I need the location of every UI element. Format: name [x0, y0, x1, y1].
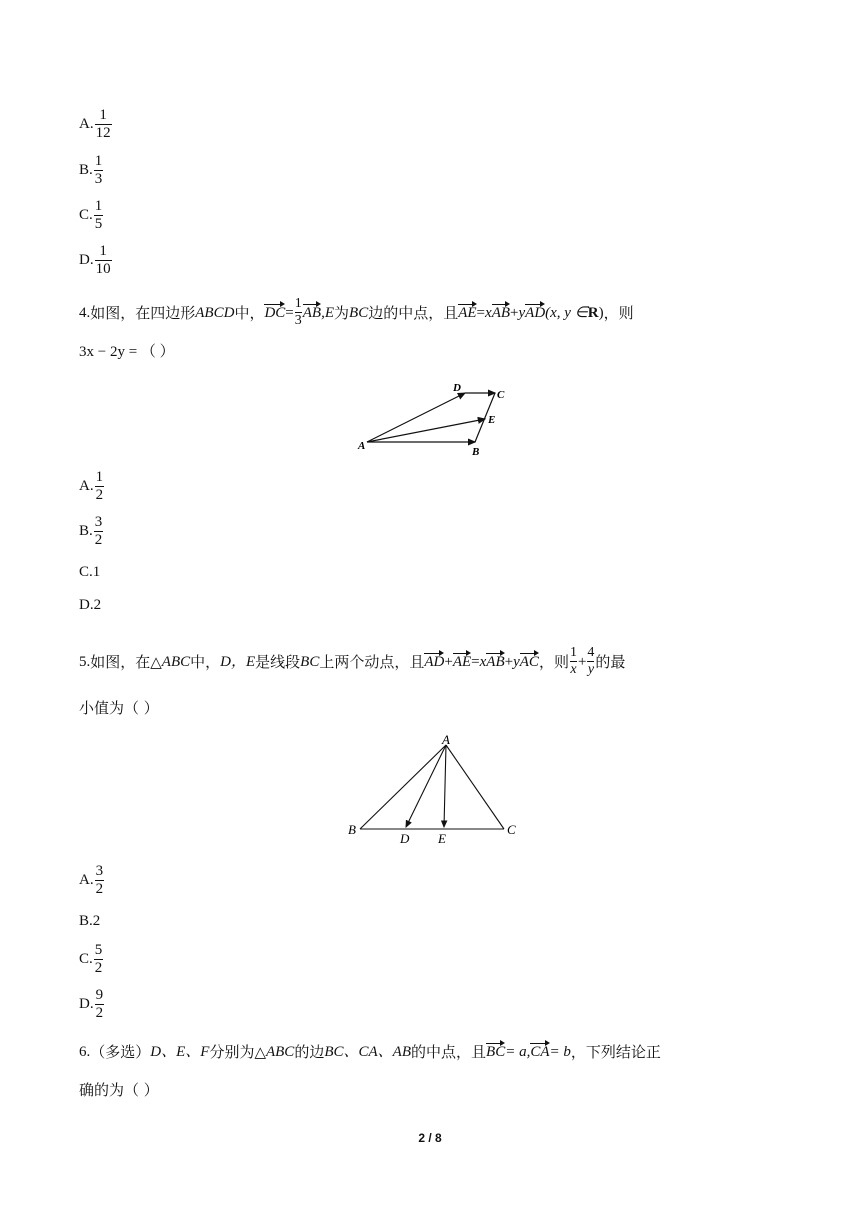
- stem-text: 如图，在四边形: [90, 303, 196, 322]
- page-number: 2 / 8: [418, 1131, 442, 1145]
- q5-option-a: [79, 863, 104, 898]
- fraction-1-over-x: [570, 645, 577, 678]
- vector-ae: AE: [458, 304, 477, 321]
- q3-option-c: [79, 198, 103, 233]
- label-b: B: [348, 822, 356, 837]
- fraction: [95, 863, 105, 898]
- question-number: 6.: [79, 1044, 91, 1060]
- q4-option-c: C.1: [79, 564, 101, 580]
- option-label: A.: [79, 116, 94, 132]
- stem-text: ，则: [538, 652, 569, 671]
- label-b: B: [472, 446, 480, 458]
- fraction: [95, 987, 105, 1022]
- quad-name: ABCD: [195, 304, 235, 321]
- q5-triangle-figure: [340, 728, 530, 850]
- reals-symbol: R: [587, 304, 599, 321]
- option-label: D.: [79, 252, 94, 268]
- numerator: 1: [94, 198, 103, 214]
- fraction: [95, 107, 112, 142]
- numerator: 1: [569, 645, 577, 660]
- var-y: y: [513, 653, 520, 670]
- vector-ac: AC: [519, 653, 539, 670]
- q6-stem-line1: [79, 1042, 661, 1062]
- denominator: 2: [95, 1005, 104, 1021]
- numerator: 4: [587, 645, 595, 660]
- stem-text: 中，: [234, 303, 265, 322]
- numerator: 1: [94, 153, 103, 169]
- vector-ad: AD: [424, 653, 445, 670]
- vector-ab: AB: [302, 304, 322, 321]
- denominator: 2: [95, 487, 104, 503]
- numerator: 3: [95, 863, 104, 879]
- fraction: [94, 198, 104, 233]
- option-label: B.: [79, 523, 93, 539]
- label-a: A: [358, 440, 366, 452]
- question-number: 4.: [79, 304, 91, 321]
- q4-quadrilateral-figure: [355, 378, 515, 458]
- stem-text: 如图，在△: [90, 652, 162, 671]
- option-label: A.: [79, 478, 94, 494]
- option-label: A.: [79, 872, 94, 888]
- stem-text: 分别为△: [209, 1043, 266, 1061]
- label-a: A: [442, 732, 450, 747]
- var-x: x: [479, 653, 487, 670]
- stem-text: 中，: [190, 652, 221, 671]
- q5-stem-line2: 小值为（ ）: [79, 699, 159, 717]
- q5-option-c: [79, 942, 103, 977]
- stem-text: 为: [334, 303, 350, 322]
- segment-bc: BC: [349, 304, 369, 321]
- numerator: 1: [99, 243, 107, 259]
- stem-text: 的最: [595, 652, 626, 671]
- points-de: D，E: [220, 653, 256, 670]
- vector-ab: AB: [486, 653, 505, 670]
- stem-text: 上两个动点，且: [319, 652, 425, 671]
- vector-bc: BC: [486, 1044, 506, 1060]
- q5-option-b: B.2: [79, 913, 101, 929]
- fraction: [94, 942, 104, 977]
- stem-text: ，则: [603, 303, 634, 322]
- label-e: E: [438, 831, 446, 846]
- fraction: [295, 296, 302, 329]
- denominator: 2: [94, 532, 103, 548]
- vector-dc: DC: [264, 304, 286, 321]
- vector-ae: AE: [452, 653, 472, 670]
- segment-bc: BC: [300, 653, 320, 670]
- equals: =: [285, 304, 294, 321]
- label-d: D: [453, 382, 461, 394]
- fraction: [95, 469, 105, 504]
- q4-option-a: [79, 469, 104, 504]
- q5-stem-line1: [79, 645, 625, 678]
- q4-option-b: [79, 514, 103, 549]
- question-number: 5.: [79, 653, 91, 670]
- numerator: 3: [94, 514, 103, 530]
- option-label: C.: [79, 951, 93, 967]
- equals-b: = b: [549, 1044, 571, 1060]
- fraction-4-over-y: [587, 645, 594, 678]
- label-c: C: [507, 822, 516, 837]
- q4-stem-line1: [79, 296, 634, 329]
- q3-option-d: [79, 243, 112, 278]
- q4-stem-line2: 3x − 2y = （ ）: [79, 344, 175, 360]
- stem-text: 的中点，且: [411, 1043, 487, 1061]
- fraction: [95, 243, 112, 278]
- numerator: 9: [95, 987, 104, 1003]
- var-x: x: [485, 304, 492, 321]
- condition: (x, y ∈: [545, 304, 588, 321]
- points-def: D、E、F: [150, 1044, 210, 1060]
- numerator: 1: [294, 296, 302, 311]
- triangle-name: ABC: [265, 1044, 295, 1060]
- label-d: D: [400, 831, 410, 846]
- plus: +: [504, 653, 514, 670]
- condition-end: ): [598, 304, 604, 321]
- option-label: D.: [79, 996, 94, 1012]
- point-e: ,E: [321, 304, 335, 321]
- q3-option-a: [79, 107, 112, 142]
- denominator: 5: [94, 216, 103, 232]
- label-e: E: [488, 414, 496, 426]
- equals: =: [471, 653, 480, 670]
- equals-a: = a,: [505, 1044, 531, 1060]
- numerator: 1: [99, 107, 107, 123]
- label-c: C: [497, 389, 505, 401]
- stem-text: 边的中点，且: [368, 303, 459, 322]
- plus: +: [577, 653, 587, 670]
- sides: BC、CA、AB: [324, 1044, 412, 1060]
- fraction: [94, 153, 104, 188]
- option-label: C.: [79, 207, 93, 223]
- q6-stem-line2: 确的为（ ）: [79, 1081, 159, 1099]
- option-label: B.: [79, 162, 93, 178]
- fraction: [94, 514, 104, 549]
- denominator: 10: [95, 261, 111, 277]
- vector-ad: AD: [525, 304, 546, 321]
- numerator: 5: [94, 942, 103, 958]
- stem-text: ，下列结论正: [570, 1043, 661, 1061]
- q4-option-d: D.2: [79, 597, 102, 613]
- plus: +: [444, 653, 453, 670]
- vector-ca: CA: [530, 1044, 550, 1060]
- denominator: 3: [294, 313, 302, 328]
- stem-text: 的边: [294, 1043, 325, 1061]
- plus: +: [510, 304, 519, 321]
- vector-ab: AB: [491, 304, 511, 321]
- numerator: 1: [95, 469, 104, 485]
- denominator: 2: [95, 881, 104, 897]
- var-y: y: [518, 304, 526, 321]
- q5-option-d: [79, 987, 104, 1022]
- q3-option-b: [79, 153, 103, 188]
- denominator: 3: [94, 171, 103, 187]
- denominator: 2: [94, 960, 103, 976]
- stem-text: （多选）: [90, 1043, 151, 1061]
- stem-text: 是线段: [255, 652, 301, 671]
- denominator: x: [570, 662, 577, 677]
- denominator: y: [587, 662, 595, 677]
- denominator: 12: [95, 125, 111, 141]
- equals: =: [476, 304, 486, 321]
- triangle-name: ABC: [161, 653, 191, 670]
